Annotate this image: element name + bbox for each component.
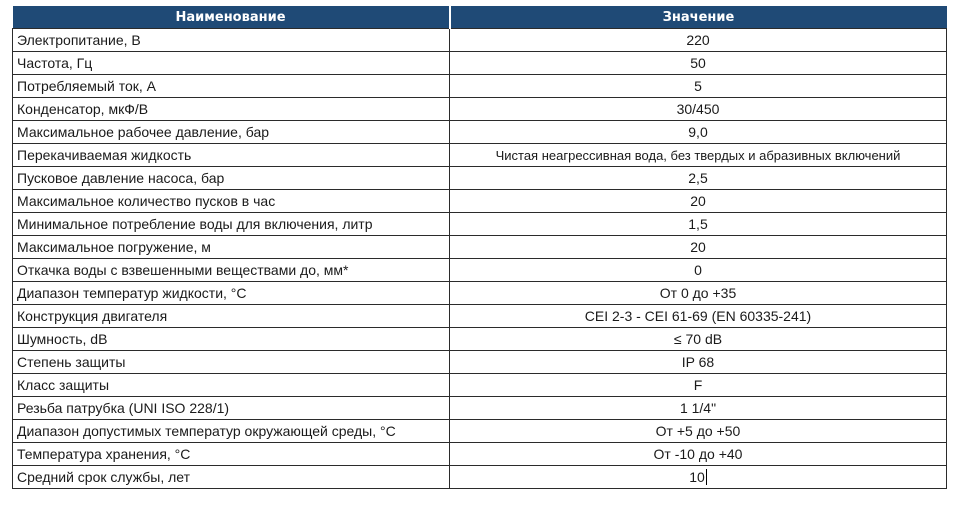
row-value: От -10 до +40 xyxy=(450,443,947,466)
header-value: Значение xyxy=(450,6,947,29)
row-name: Диапазон температур жидкости, °C xyxy=(13,282,450,305)
row-name: Температура хранения, °C xyxy=(13,443,450,466)
table-row xyxy=(13,167,947,190)
row-value: 50 xyxy=(450,52,947,75)
row-name: Максимальное рабочее давление, бар xyxy=(13,121,450,144)
row-value: 20 xyxy=(450,236,947,259)
row-value: От 0 до +35 xyxy=(450,282,947,305)
row-name: Конструкция двигателя xyxy=(13,305,450,328)
table-row xyxy=(13,443,947,466)
row-name: Пусковое давление насоса, бар xyxy=(13,167,450,190)
spec-table xyxy=(12,6,947,489)
table-row xyxy=(13,374,947,397)
row-name: Конденсатор, мкФ/В xyxy=(13,98,450,121)
table-row xyxy=(13,351,947,374)
text-cursor xyxy=(706,469,707,485)
table-row xyxy=(13,397,947,420)
row-name: Электропитание, В xyxy=(13,29,450,52)
row-value: 5 xyxy=(450,75,947,98)
row-name: Степень защиты xyxy=(13,351,450,374)
row-value: 1,5 xyxy=(450,213,947,236)
row-name: Частота, Гц xyxy=(13,52,450,75)
row-value-text: 10 xyxy=(689,469,705,485)
row-value: 30/450 xyxy=(450,98,947,121)
row-name: Шумность, dB xyxy=(13,328,450,351)
row-value xyxy=(450,466,947,489)
row-value: IP 68 xyxy=(450,351,947,374)
table-row xyxy=(13,282,947,305)
row-value: ≤ 70 dB xyxy=(450,328,947,351)
header-name: Наименование xyxy=(13,6,450,29)
row-name: Класс защиты xyxy=(13,374,450,397)
table-row xyxy=(13,190,947,213)
row-value: Чистая неагрессивная вода, без твердых и абразивных включений xyxy=(450,144,947,167)
table-row xyxy=(13,420,947,443)
header-row xyxy=(13,6,947,29)
table-row xyxy=(13,213,947,236)
row-value: 220 xyxy=(450,29,947,52)
table-row xyxy=(13,121,947,144)
table-row xyxy=(13,144,947,167)
row-value: F xyxy=(450,374,947,397)
row-name: Минимальное потребление воды для включения, литр xyxy=(13,213,450,236)
row-name: Откачка воды с взвешенными веществами до, мм* xyxy=(13,259,450,282)
row-value: 2,5 xyxy=(450,167,947,190)
table-row xyxy=(13,259,947,282)
table-row xyxy=(13,98,947,121)
table-row xyxy=(13,466,947,489)
row-value: CEI 2-3 - CEI 61-69 (EN 60335-241) xyxy=(450,305,947,328)
table-row xyxy=(13,52,947,75)
row-name: Диапазон допустимых температур окружающей среды, °C xyxy=(13,420,450,443)
table-row xyxy=(13,305,947,328)
table-row xyxy=(13,75,947,98)
row-name: Перекачиваемая жидкость xyxy=(13,144,450,167)
row-name: Максимальное количество пусков в час xyxy=(13,190,450,213)
row-value: 1 1/4" xyxy=(450,397,947,420)
row-value: От +5 до +50 xyxy=(450,420,947,443)
row-name: Средний срок службы, лет xyxy=(13,466,450,489)
table-row xyxy=(13,29,947,52)
row-value: 9,0 xyxy=(450,121,947,144)
table-row xyxy=(13,328,947,351)
row-value: 0 xyxy=(450,259,947,282)
table-row xyxy=(13,236,947,259)
row-name: Максимальное погружение, м xyxy=(13,236,450,259)
row-value: 20 xyxy=(450,190,947,213)
row-name: Резьба патрубка (UNI ISO 228/1) xyxy=(13,397,450,420)
row-name: Потребляемый ток, А xyxy=(13,75,450,98)
